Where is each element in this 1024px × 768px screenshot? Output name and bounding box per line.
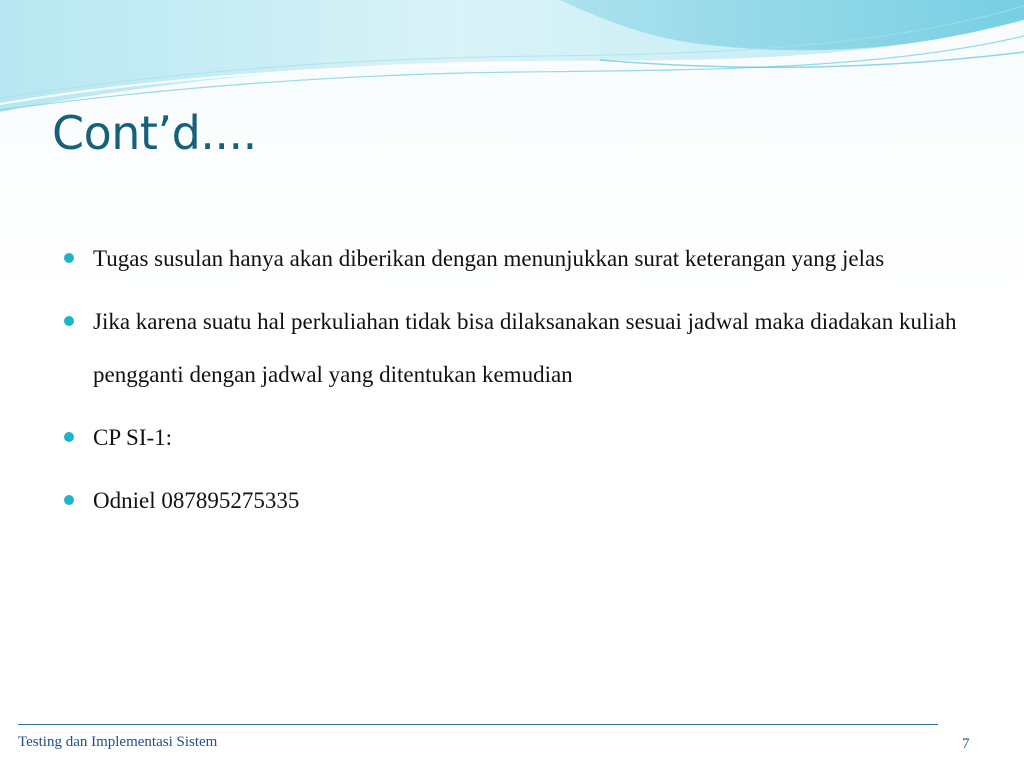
page-number: 7 xyxy=(962,736,970,752)
bullet-dot-icon xyxy=(64,316,74,326)
bullet-item xyxy=(64,295,964,401)
bullet-text: Odniel 087895275335 xyxy=(93,488,300,513)
bullet-text: CP SI-1: xyxy=(93,425,173,450)
bullet-dot-icon xyxy=(64,495,74,505)
bullet-text: Jika karena suatu hal perkuliahan tidak bisa dilaksanakan sesuai jadwal maka diadakan kuliah pengganti dengan jadwal yang ditentukan kemudian xyxy=(93,309,957,387)
footer-text: Testing dan Implementasi Sistem xyxy=(18,734,218,750)
bullet-item xyxy=(64,232,964,285)
slide-title: Cont’d.... xyxy=(52,106,257,160)
bullet-text: Tugas susulan hanya akan diberikan dengan menunjukkan surat keterangan yang jelas xyxy=(93,246,885,271)
bullet-list xyxy=(64,232,964,537)
bullet-dot-icon xyxy=(64,432,74,442)
bullet-item xyxy=(64,474,964,527)
footer-divider xyxy=(18,724,938,725)
bullet-dot-icon xyxy=(64,253,74,263)
bullet-item xyxy=(64,411,964,464)
